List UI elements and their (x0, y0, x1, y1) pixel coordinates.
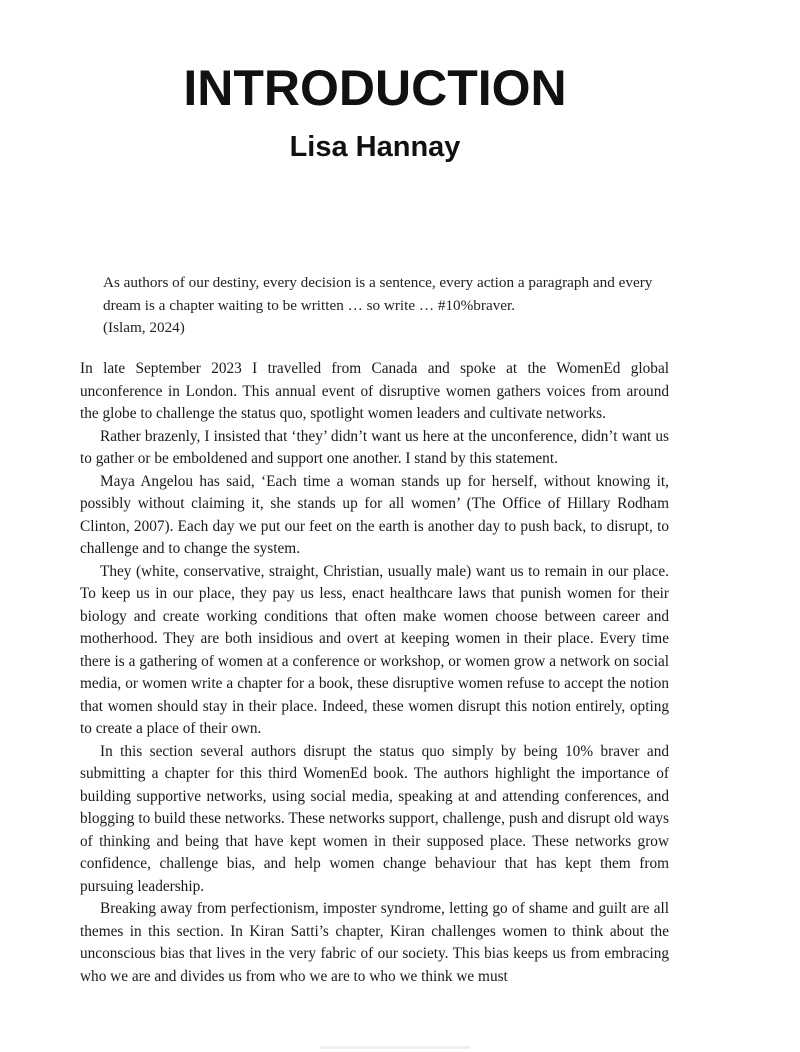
body-text (80, 358, 669, 988)
chapter-author: Lisa Hannay (289, 131, 461, 163)
epigraph-quote: As authors of our destiny, every decision is a sentence, every action a paragraph and every dream is a chapter waiting to be written … so write … #10%braver. (103, 274, 653, 314)
paragraph: Maya Angelou has said, ‘Each time a woman stands up for herself, without knowing it, possibly without claiming it, she stands up for all women’ (The Office of Hillary Rodham Clinton, 2007). Each day we put our feet on the earth is another day to push back, to disrupt, to challenge and to change the system. (80, 472, 669, 557)
paragraph: Breaking away from perfectionism, imposter syndrome, letting go of shame and guilt are all themes in this section. In Kiran Satti’s chapter, Kiran challenges women to think about the unconscious bias that lives in the very fabric of our society. This bias keeps us from embracing who we are and divides us from who we are to who we think we must (80, 900, 669, 985)
paragraph: They (white, conservative, straight, Christian, usually male) want us to remain in our place. To keep us in our place, they pay us less, enact healthcare laws that punish women for their biology and create working conditions that often make women choose between career and motherhood. They are both insidious and overt at keeping women in their place. Every time there is a gathering of women at a conference or workshop, or women grow a network on social media, or women write a chapter for a book, these disruptive women refuse to accept the notion that women should stay in their place. Indeed, these women disrupt this notion entirely, opting to create a place of their own. (80, 562, 669, 737)
epigraph (103, 272, 673, 340)
paragraph: Rather brazenly, I insisted that ‘they’ didn’t want us here at the unconference, didn’t want us to gather or be emboldened and support one another. I stand by this statement. (80, 427, 669, 467)
page-footer-divider (320, 1046, 470, 1049)
paragraph: In late September 2023 I travelled from Canada and spoke at the WomenEd global unconference in London. This annual event of disruptive women gathers voices from around the globe to challenge the status quo, spotlight women leaders and cultivate networks. (80, 360, 669, 422)
epigraph-citation: (Islam, 2024) (103, 319, 185, 336)
chapter-title: INTRODUCTION (183, 60, 567, 116)
paragraph: In this section several authors disrupt the status quo simply by being 10% braver and submitting a chapter for this third WomenEd book. The authors highlight the importance of building supportive networks, using social media, speaking at and attending conferences, and blogging to build these networks. These networks support, challenge, push and disrupt old ways of thinking and being that have kept women in their supposed place. These networks grow confidence, challenge bias, and help women change behaviour that has kept them from pursuing leadership. (80, 742, 669, 895)
